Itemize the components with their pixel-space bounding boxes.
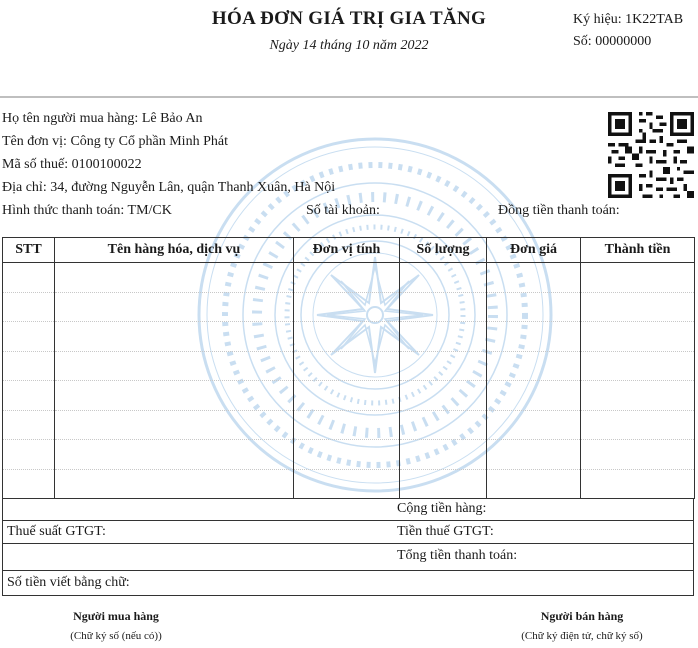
subtotal-row (2, 499, 694, 521)
currency-label: Đồng tiền thanh toán: (498, 203, 620, 218)
grand-total-row (2, 544, 694, 571)
buyer-tax-code-line (2, 157, 142, 173)
items-table (2, 237, 695, 499)
table-row (3, 292, 695, 322)
amount-in-words-label: Số tiền viết bằng chữ: (7, 575, 130, 590)
table-row (3, 263, 695, 293)
vat-row (2, 521, 694, 544)
invoice-date: Ngày 14 tháng 10 năm 2022 (269, 38, 429, 53)
buyer-tax-code-value: 0100100022 (71, 157, 142, 172)
invoice-symbol-label: Ký hiệu: (573, 12, 622, 27)
table-row (3, 351, 695, 381)
amount-in-words-row (2, 571, 694, 596)
col-header-amount: Thành tiền (581, 238, 695, 263)
table-row (3, 410, 695, 440)
invoice-number (573, 34, 651, 50)
invoice-symbol (573, 12, 683, 28)
col-header-unit: Đơn vị tính (294, 238, 400, 263)
buyer-signature-role: Người mua hàng (73, 609, 159, 623)
payment-method-label: Hình thức thanh toán: (2, 203, 125, 218)
grand-total-label: Tổng tiền thanh toán: (397, 548, 518, 563)
payment-method-value: TM/CK (127, 203, 172, 218)
buyer-unit-value: Công ty Cổ phần Minh Phát (70, 134, 228, 149)
vat-rate-label: Thuế suất GTGT: (7, 524, 106, 539)
col-header-unit-price: Đơn giá (487, 238, 581, 263)
invoice-number-label: Số: (573, 34, 592, 49)
items-table-header (3, 238, 695, 263)
table-row (3, 381, 695, 411)
buyer-address-value: 34, đường Nguyễn Lân, quận Thanh Xuân, Hà Nội (50, 180, 336, 195)
payment-method-line (2, 203, 172, 219)
account-number-label: Số tài khoản: (306, 203, 380, 218)
seller-signature-note: (Chữ ký điện tử, chữ ký số) (521, 630, 643, 642)
table-row (3, 469, 695, 499)
col-header-description: Tên hàng hóa, dịch vụ (55, 238, 294, 263)
col-header-quantity: Số lượng (400, 238, 487, 263)
invoice-title: HÓA ĐƠN GIÁ TRỊ GIA TĂNG (211, 8, 487, 29)
buyer-tax-code-label: Mã số thuế: (2, 157, 69, 172)
invoice-number-value: 00000000 (595, 34, 652, 49)
seller-signature-role: Người bán hàng (540, 609, 624, 623)
col-header-stt: STT (3, 238, 55, 263)
buyer-unit-line (2, 134, 228, 150)
table-row (3, 322, 695, 352)
buyer-unit-label: Tên đơn vị: (2, 134, 67, 149)
buyer-address-label: Địa chỉ: (2, 180, 47, 195)
header-divider (0, 96, 698, 98)
buyer-name-label: Họ tên người mua hàng: (2, 111, 139, 126)
buyer-address-line (2, 180, 335, 196)
vat-amount-label: Tiền thuế GTGT: (397, 524, 494, 539)
table-row (3, 440, 695, 470)
invoice-symbol-value: 1K22TAB (625, 12, 684, 27)
buyer-name-line (2, 111, 202, 127)
subtotal-label: Cộng tiền hàng: (397, 501, 487, 516)
buyer-signature-note: (Chữ ký số (nếu có)) (70, 630, 162, 642)
buyer-name-value: Lê Bảo An (141, 111, 203, 126)
qr-code-icon (608, 112, 694, 198)
